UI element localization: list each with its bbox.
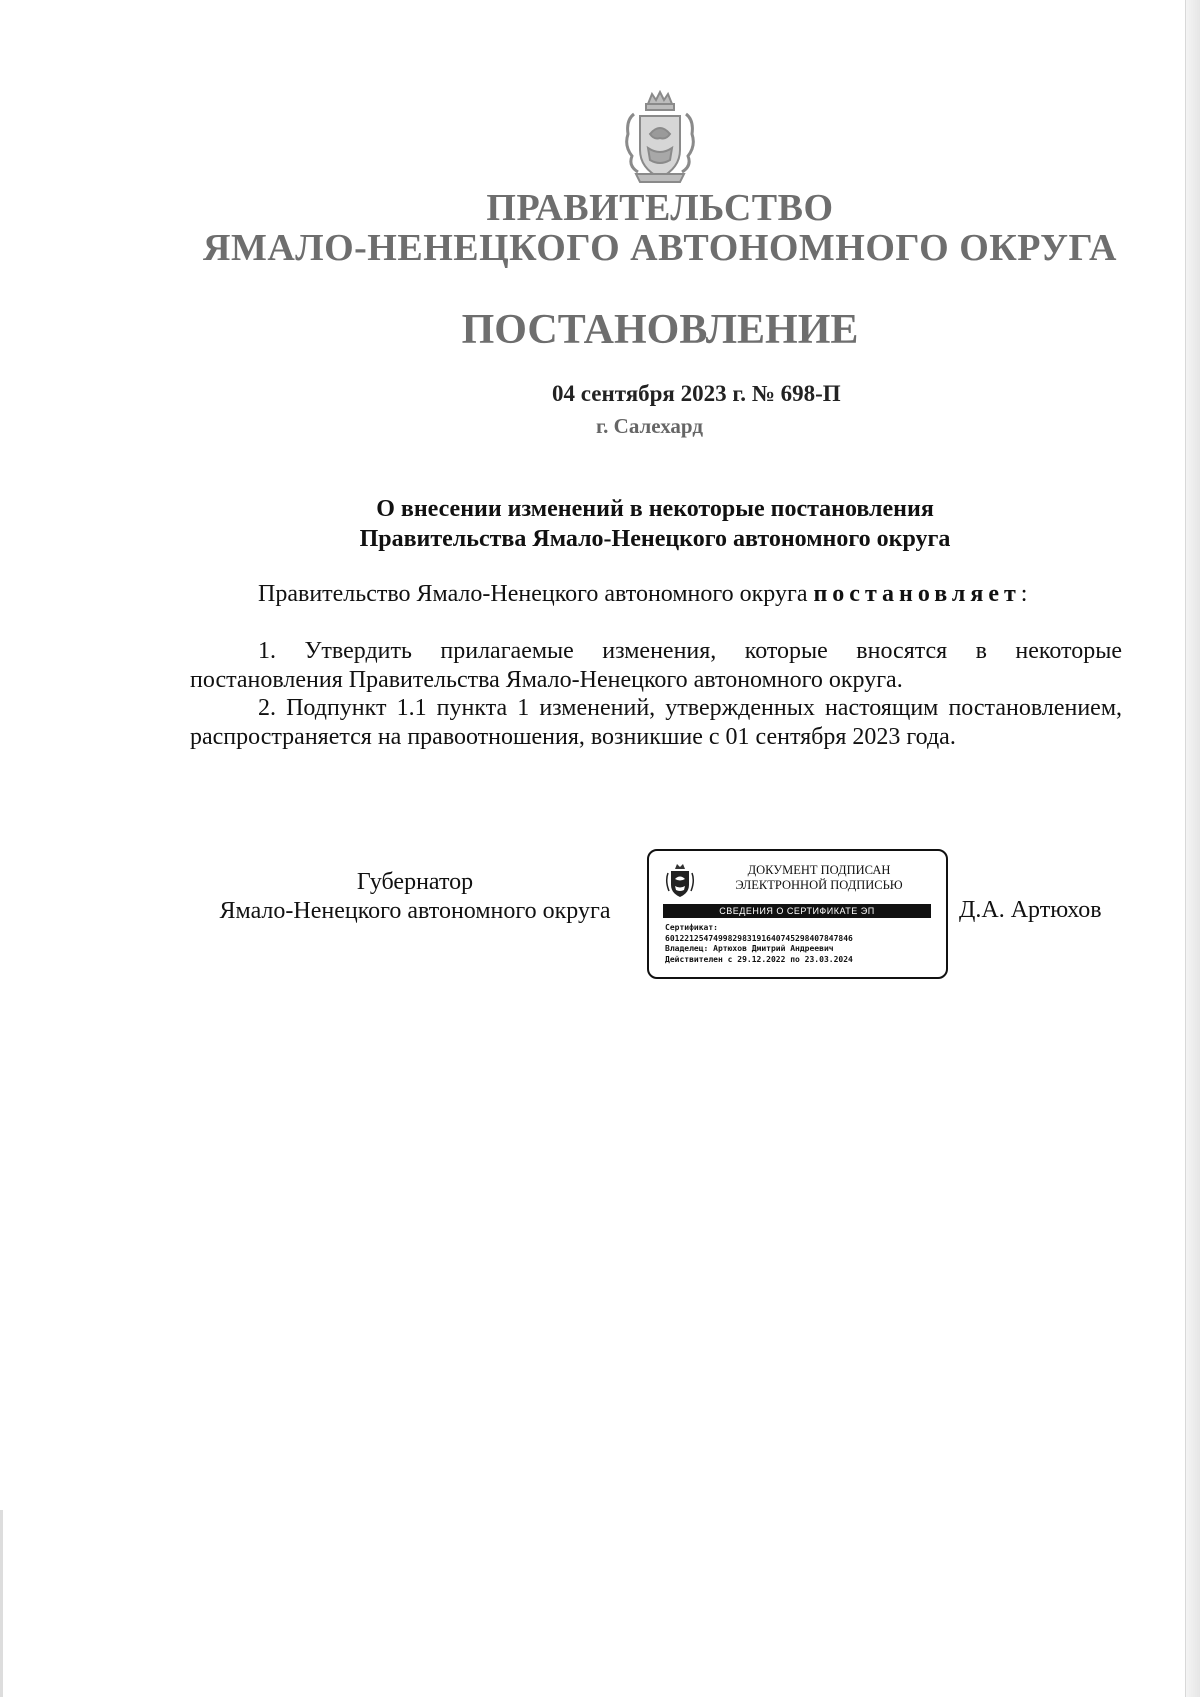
subject-line2: Правительства Ямало-Ненецкого автономного округа bbox=[359, 526, 951, 552]
resolution-item-1: 1. Утвердить прилагаемые изменения, которые вносятся в некоторые постановления Правительства Ямало-Ненецкого автономного округа. bbox=[190, 638, 1122, 693]
stamp-coat-of-arms-icon bbox=[665, 863, 695, 899]
document-type: ПОСТАНОВЛЕНИЕ bbox=[461, 307, 859, 353]
subject-line1: О внесении изменений в некоторые постановления bbox=[376, 496, 934, 522]
stamp-heading bbox=[701, 863, 937, 893]
coat-of-arms-icon bbox=[620, 90, 700, 186]
signatory-name: Д.А. Артюхов bbox=[959, 897, 1102, 923]
page-edge-left bbox=[0, 1510, 3, 1697]
stamp-cert-number: 601221254749982983191640745298407847846 bbox=[665, 933, 853, 943]
organization-title-line1: ПРАВИТЕЛЬСТВО bbox=[486, 187, 834, 229]
position-line2: Ямало-Ненецкого автономного округа bbox=[219, 897, 611, 924]
position-line1: Губернатор bbox=[356, 869, 474, 895]
preamble-end: : bbox=[1020, 581, 1028, 607]
resolution-items bbox=[190, 637, 1122, 751]
stamp-heading-line1: ДОКУМЕНТ ПОДПИСАН bbox=[747, 863, 891, 877]
stamp-certificate-info bbox=[665, 923, 941, 965]
date-and-number: 04 сентября 2023 г. № 698-П bbox=[552, 381, 841, 406]
stamp-cert-label: Сертификат: bbox=[665, 923, 718, 932]
resolution-item-2: 2. Подпункт 1.1 пункта 1 изменений, утвержденных настоящим постановлением, распространяется на правоотношения, возникшие с 01 сентября 2023 года. bbox=[190, 695, 1122, 750]
stamp-validity: Действителен с 29.12.2022 по 23.03.2024 bbox=[665, 954, 853, 964]
document-subject bbox=[190, 494, 1120, 554]
preamble-text: Правительство Ямало-Ненецкого автономного округа bbox=[258, 581, 814, 607]
signatory-position bbox=[190, 868, 640, 925]
electronic-signature-stamp bbox=[647, 849, 948, 979]
stamp-certificate-bar: СВЕДЕНИЯ О СЕРТИФИКАТЕ ЭП bbox=[663, 904, 931, 918]
stamp-heading-line2: ЭЛЕКТРОННОЙ ПОДПИСЬЮ bbox=[735, 878, 903, 892]
city: г. Салехард bbox=[596, 414, 703, 438]
organization-title-line2: ЯМАЛО-НЕНЕЦКОГО АВТОНОМНОГО ОКРУГА bbox=[203, 227, 1117, 269]
preamble bbox=[190, 580, 1122, 609]
stamp-owner: Владелец: Артюхов Дмитрий Андреевич bbox=[665, 944, 834, 953]
preamble-verb: постановляет bbox=[813, 581, 1021, 607]
